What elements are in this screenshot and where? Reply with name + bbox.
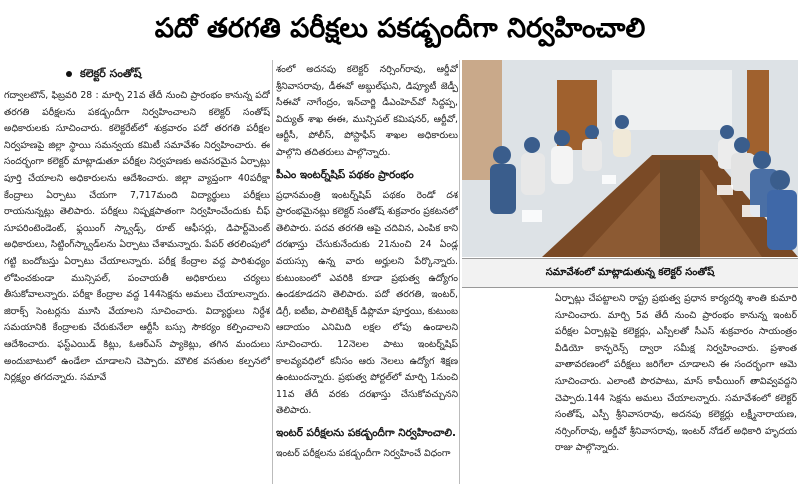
column-divider	[459, 60, 460, 484]
photo-caption: సమావేశంలో మాట్లాడుతున్న కలెక్టర్ సంతోష్	[462, 258, 798, 288]
byline	[66, 64, 270, 84]
article-paragraph: ప్రధానమంత్రి ఇంటర్న్‌షిప్ పథకం రెండో దశ ప్రారంభమైనట్లు కలెక్టర్ సంతోష్ శుక్రవారం ప్రకటనలో తెలిపారు. పదవ తరగతి ఆపై చదివిన, ఎంపిక కాని దరఖాస్తు చేసుకునేందుకు 21నుంచి 24 ఏండ్ల వయస్సు ఉన్న వారు అర్హులని పేర్కొన్నారు. కుటుంబంలో ఎవరికి కూడా ప్రభుత్వ ఉద్యోగం ఉండకూడదని తెలిపారు. పదో తరగతి, ఇంటర్, డిగ్రీ, ఐటీఐ, పాలిటెక్నిక్ డిప్లొమా పూర్తయి, కుటుంబ ఆదాయం ఎనిమిది లక్షల లోపు ఉండాలని సూచించారు. 12నెలల పాటు ఇంటర్న్‌షిప్ కాలవ్యవధిలో కనీసం ఆరు నెలలు ఉద్యోగ శిక్షణ ఉంటుందన్నారు. ప్రభుత్వ పోర్టల్‌లో మార్చి 1నుంచి 11వ తేదీ వరకు దరఖాస్తు చేసుకోవచ్చునని తెలిపారు.	[276, 189, 458, 417]
article-paragraph: గద్వాలటౌన్, ఫిబ్రవరి 28 : మార్చి 21వ తేదీ నుంచి ప్రారంభం కానున్న పదో తరగతి పరీక్షలను పకడ్బందీగా నిర్వహించాలని కలెక్టర్ సంతోష్ అధికారులకు సూచించారు. కలెక్టరేట్‌లో శుక్రవారం పదో తరగతి పరీక్షల నిర్వహణపై జిల్లా స్థాయి సమన్వయ కమిటీ సమావేశం నిర్వహించారు. ఈ సందర్భంగా కలెక్టర్ మాట్లాడుతూ పరీక్షల నిర్వహణకు అవసరమైన ఏర్పాట్లు పూర్తి చేయాలని అధికారులను ఆదేశించారు. జిల్లా వ్యాప్తంగా 40పరీక్షా కేంద్రాలు ఏర్పాటు చేయగా 7,717మంది విద్యార్థులు పరీక్షలు రాయనున్నట్లు తెలిపారు. పరీక్షలు నిష్పక్షపాతంగా నిర్వహించేందుకు చీఫ్ సూపరింటెండెంట్, ఫ్లయింగ్ స్క్వాడ్స్, రూట్ ఆఫీసర్లు, డిపార్ట్‌మెంట్ అధికారులు, సిట్టింగ్‌స్క్వాడ్‌లను ఏర్పాటు చేశామన్నారు. పేపర్ తరలింపులో గట్టి బందోబస్తు ఏర్పాటు చేయాలన్నారు. పరీక్ష కేంద్రాల వద్ద పారిశుధ్యం లోపించకుండా మున్సిపల్, పంచాయతీ అధికారులు చర్యలు తీసుకోవాలన్నారు. పరీక్షా కేంద్రాల వద్ద 144సెక్షను అమలు చేయాలన్నారు. జిరాక్స్ సెంటర్లను మూసి వేయాలని సూచించారు. విద్యార్థులు నిర్దేశ సమయానికి కేంద్రాలకు చేరుకునేలా ఆర్టీసీ బస్సు సౌకర్యం కల్పించాలని ఆదేశించారు. ఫస్ట్‌ఎయిడ్ కిట్లు, ఓఆర్‌ఎస్ ప్యాకెట్లు, తగిన మందులు అందుబాటులో ఉండేలా చూడాలని చెప్పారు. మౌలిక వసతుల కల్పనలో నిర్లక్ష్యం తగదన్నారు. సమావే	[4, 90, 270, 384]
article-column-1	[4, 62, 270, 482]
meeting-photo	[462, 60, 798, 257]
subheading-inter-exams: ఇంటర్ పరీక్షలను పకడ్బందీగా నిర్వహించాలి.	[276, 426, 457, 439]
headline: పదో తరగతి పరీక్షలు పకడ్బందీగా నిర్వహించాలి	[154, 13, 646, 44]
article-paragraph: ఇంటర్ పరీక్షలను పకడ్బందీగా నిర్వహించే విధంగా	[276, 447, 451, 459]
column-divider	[272, 60, 273, 484]
article-paragraph: ఏర్పాట్లు చేపట్టాలని రాష్ట్ర ప్రభుత్వ ప్రధాన కార్యదర్శి శాంతి కుమారి సూచించారు. మార్చి 5వ తేదీ నుంచి ప్రారంభం కానున్న ఇంటర్ పరీక్షల ఏర్పాట్లపై కలెక్టర్లు, ఎస్పీలతో సీఎస్ శుక్రవారం సాయంత్రం వీడియో కాన్ఫరెన్స్ ద్వారా సమీక్ష నిర్వహించారు. ప్రశాంత వాతావరణంలో పరీక్షలు జరిగేలా చూడాలని ఈ సందర్భంగా ఆమె సూచించారు. ఎలాంటి పొరపాటు, మాస్ కాపీయింగ్ తావివ్వవద్దని చెప్పారు.144 సెక్షను అమలు చేయాలన్నారు. సమావేశంలో కలెక్టర్ సంతోష్, ఎస్పీ శ్రీనివాసరావు, అదనపు కలెక్టర్లు లక్ష్మీనారాయణ, నర్సింగ్‌రావు, ఆర్డీవో శ్రీనివాసరావు, ఇంటర్ నోడల్ అధికారి హృదయ రాజు పాల్గొన్నారు.	[555, 293, 797, 454]
meeting-photo-illustration	[462, 60, 798, 257]
byline-text: కలెక్టర్ సంతోష్	[80, 67, 142, 80]
article-column-3	[555, 291, 797, 482]
bullet-icon	[66, 71, 72, 77]
article-column-2	[276, 62, 458, 482]
subheading-internship: పీఎం ఇంటర్న్‌షిప్ పథకం ప్రారంభం	[276, 168, 414, 181]
article-paragraph: శంలో అదనపు కలెక్టర్ నర్సింగ్‌రావు, ఆర్డీవో శ్రీనివాసరావు, డీఈవో అబ్దుల్‌ఘని, డిప్యూటీ జెడ్పీ సీఈవో నాగేంద్రం, ఇన్‌చార్జి డీఎంహెచ్‌వో సిద్దప్ప, విద్యుత్ శాఖ ఈఈ, మున్సిపల్ కమిషనర్, ఆర్టీవో, ఆర్టీసీ, పోలీస్, పోస్టాఫీస్ శాఖల అధికారులు పాల్గొని తదితరులు పాల్గొన్నారు.	[276, 64, 458, 158]
